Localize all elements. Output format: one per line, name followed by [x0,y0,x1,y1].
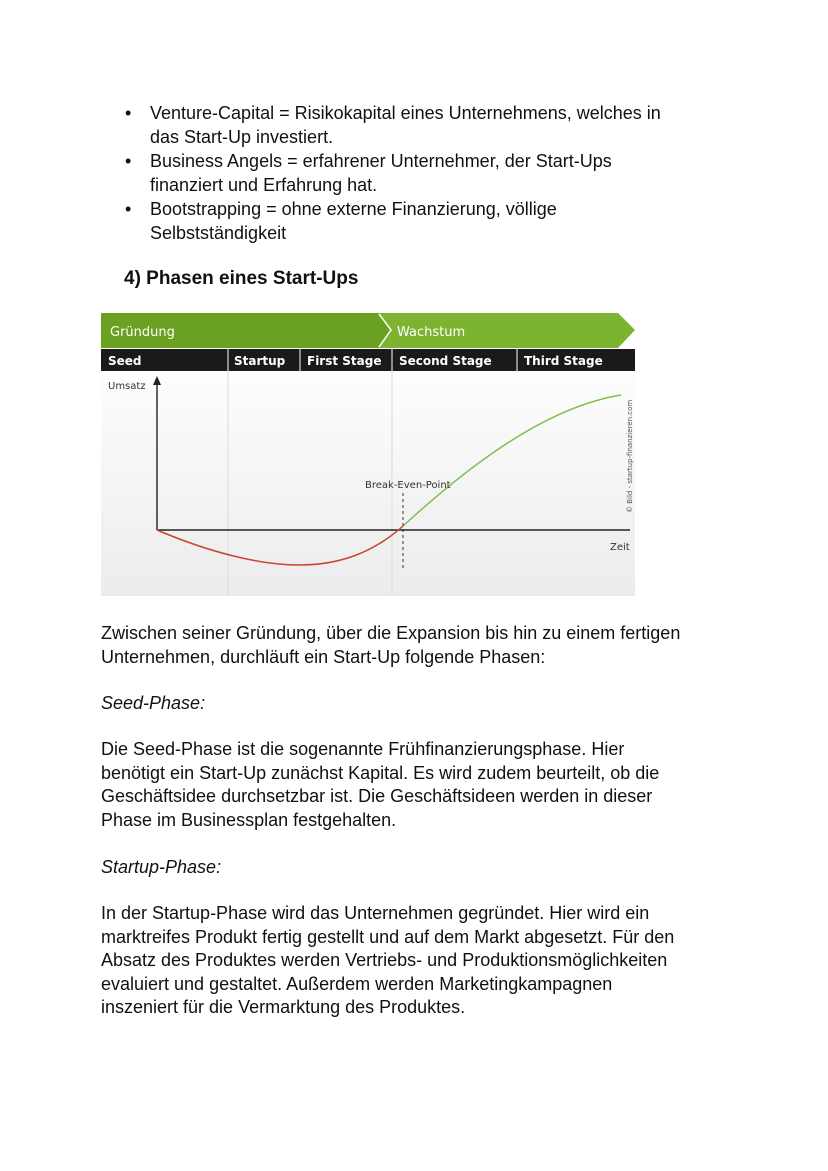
bullet-text: das Start-Up investiert. [150,127,334,147]
bullet-text: Selbstständigkeit [150,223,287,243]
text-line: Zwischen seiner Gründung, über die Expansion bis hin zu einem fertigen [101,623,681,643]
seed-phase-heading: Seed-Phase: [101,693,206,713]
text-line: evaluiert und gestaltet. Außerdem werden Marketingkampagnen [101,973,613,994]
bullet-item-bootstrapping [122,197,762,245]
phase-label-gruendung: Gründung [110,325,175,340]
financing-bullet-list [122,101,762,245]
startup-phase-paragraph [101,902,751,1020]
stage-label-first-stage: First Stage [307,354,382,368]
bullet-text: Venture-Capital = Risikokapital eines Unternehmens, welches in [150,103,661,123]
text-line: inszeniert für die Vermarktung des Produktes. [101,997,466,1017]
text-line: Absatz des Produktes werden Vertriebs- und Produktionsmöglichkeiten [101,950,668,970]
y-axis-label: Umsatz [108,381,146,392]
startup-phases-figure [101,313,635,596]
text-line: Geschäftsidee durchsetzbar ist. Die Geschäftsideen werden in dieser [101,786,653,806]
intro-paragraph [101,622,751,669]
x-axis-label: Zeit [610,542,630,553]
bullet-dot-icon: • [125,103,132,123]
bullet-text: Bootstrapping = ohne externe Finanzierung, völlige [150,199,557,219]
stage-label-second-stage: Second Stage [399,354,492,368]
bullet-item-business-angels [122,149,762,197]
bullet-dot-icon: • [125,199,132,219]
startup-phase-heading: Startup-Phase: [101,857,222,877]
text-line: In der Startup-Phase wird das Unternehmen gegründet. Hier wird ein [101,903,650,923]
stage-label-startup: Startup [234,354,286,368]
text-line: Phase im Businessplan festgehalten. [101,809,397,830]
text-line: Die Seed-Phase ist die sogenannte Frühfinanzierungsphase. Hier [101,739,625,759]
text-line: Unternehmen, durchläuft ein Start-Up folgende Phasen: [101,646,546,667]
bullet-text: Business Angels = erfahrener Unternehmer, der Start-Ups [150,151,612,171]
bullet-dot-icon: • [125,151,132,171]
chart-background [101,348,635,596]
startup-phases-diagram [101,313,635,596]
bullet-item-venture-capital [122,101,762,149]
stage-label-seed: Seed [108,354,142,368]
stage-label-third-stage: Third Stage [524,354,603,368]
text-line: marktreifes Produkt fertig gestellt und auf dem Markt abgesetzt. Für den [101,926,675,947]
image-credit: © Bild - startup-finanzieren.com [626,399,634,513]
text-line: benötigt ein Start-Up zunächst Kapital. Es wird zudem beurteilt, ob die [101,762,660,783]
break-even-label: Break-Even-Point [365,480,451,491]
bullet-text: finanziert und Erfahrung hat. [150,175,378,195]
phase-label-wachstum: Wachstum [397,325,466,340]
section-heading: 4) Phasen eines Start-Ups [124,268,359,289]
seed-phase-paragraph [101,738,751,832]
